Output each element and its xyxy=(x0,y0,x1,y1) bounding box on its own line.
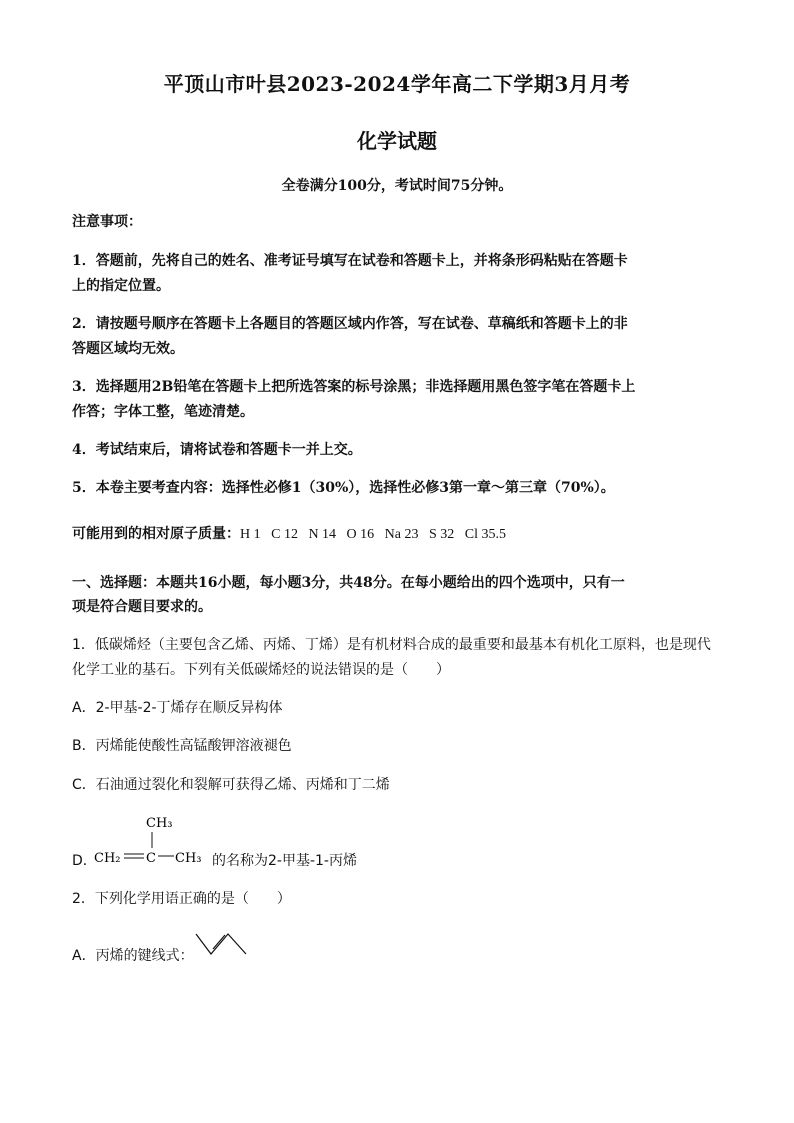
notes-heading: 注意事项： xyxy=(72,214,142,230)
q1-option-d-text: 的名称为2-甲基-1-丙烯 xyxy=(212,853,357,869)
note-2-line1: 2．请按题号顺序在答题卡上各题目的答题区域内作答，写在试卷、草稿纸和答题卡上的非 xyxy=(72,316,628,332)
formula-left-ch2: CH₂ xyxy=(94,851,121,866)
formula-center-c: C xyxy=(146,851,156,866)
q1-option-d-prefix: D． xyxy=(72,853,97,869)
q1-option-c: C．石油通过裂化和裂解可获得乙烯、丙烯和丁二烯 xyxy=(72,777,390,793)
atomic-masses-label: 可能用到的相对原子质量： xyxy=(72,526,240,542)
note-2-line2: 答题区域均无效。 xyxy=(72,341,184,357)
propene-skeletal-formula xyxy=(194,930,250,958)
q1-option-a: A．2-甲基-2-丁烯存在顺反异构体 xyxy=(72,700,283,716)
q2-option-a: A．丙烯的键线式： xyxy=(72,948,194,964)
note-5: 5．本卷主要考查内容：选择性必修1（30%），选择性必修3第一章～第三章（70%）。 xyxy=(72,480,615,496)
formula-top-ch3: CH₃ xyxy=(146,816,173,831)
isobutene-structural-formula xyxy=(94,810,214,872)
exam-info: 全卷满分100分，考试时间75分钟。 xyxy=(281,178,513,194)
formula-right-ch3: CH₃ xyxy=(175,851,202,866)
q1-option-b: B．丙烯能使酸性高锰酸钾溶液褪色 xyxy=(72,738,292,754)
note-3-line1: 3．选择题用2B铅笔在答题卡上把所选答案的标号涂黑；非选择题用黑色签字笔在答题卡上 xyxy=(72,379,636,395)
note-4: 4．考试结束后，请将试卷和答题卡一并上交。 xyxy=(72,442,362,458)
atomic-masses-values: H 1 C 12 N 14 O 16 Na 23 S 32 Cl 35.5 xyxy=(240,527,507,542)
note-3-line2: 作答；字体工整，笔迹清楚。 xyxy=(72,404,254,420)
q1-stem-line2: 化学工业的基石。下列有关低碳烯烃的说法错误的是（ ） xyxy=(72,662,450,678)
subject-title: 化学试题 xyxy=(357,129,437,153)
exam-title: 平顶山市叶县2023-2024学年高二下学期3月月考 xyxy=(163,72,631,96)
section-1-heading-line1: 一、选择题：本题共16小题，每小题3分，共48分。在每小题给出的四个选项中，只有一 xyxy=(72,575,625,591)
q1-stem-line1: 1．低碳烯烃（主要包含乙烯、丙烯、丁烯）是有机材料合成的最重要和最基本有机化工原料，也是现代 xyxy=(72,637,711,653)
q2-stem: 2．下列化学用语正确的是（ ） xyxy=(72,891,291,907)
note-1-line2: 上的指定位置。 xyxy=(72,278,170,294)
skeletal-chain xyxy=(196,934,246,954)
note-1-line1: 1．答题前，先将自己的姓名、准考证号填写在试卷和答题卡上，并将条形码粘贴在答题卡 xyxy=(72,253,628,269)
skeletal-double-bond xyxy=(213,935,225,949)
atomic-masses xyxy=(72,523,506,546)
section-1-heading-line2: 项是符合题目要求的。 xyxy=(72,599,212,615)
